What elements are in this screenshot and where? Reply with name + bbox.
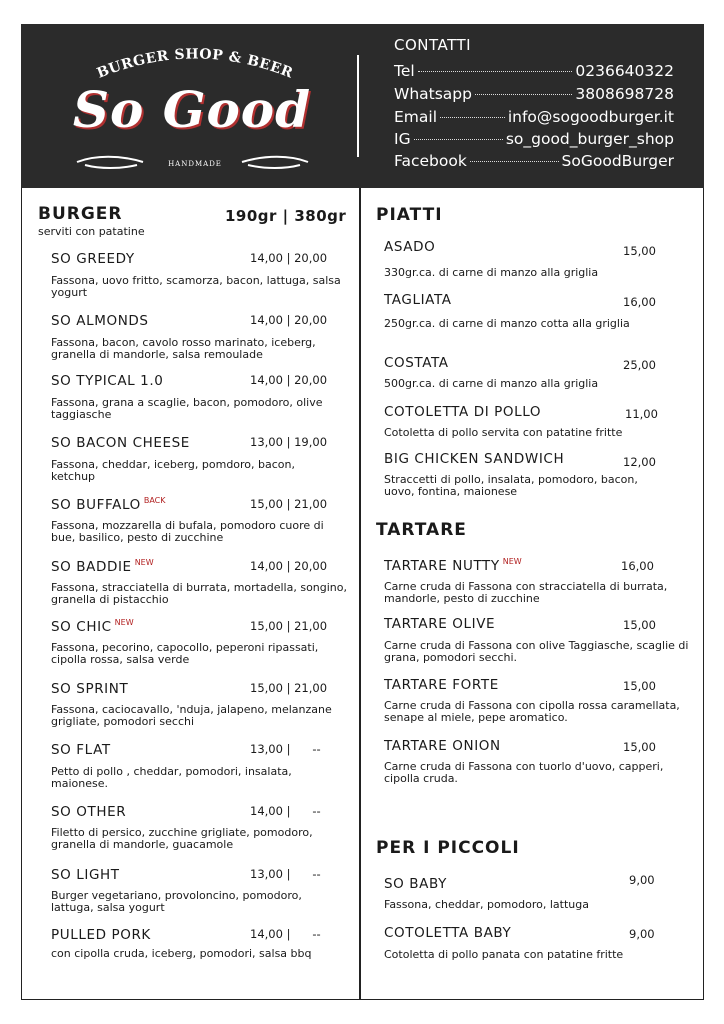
burger-item-name: PULLED PORK xyxy=(51,927,151,943)
burger-item-name: SO BACON CHEESE xyxy=(51,435,190,451)
piatti-item-name: COTOLETTA DI POLLO xyxy=(384,404,542,420)
tartare-item-price: 15,00 xyxy=(623,618,656,632)
burger-subtitle: serviti con patatine xyxy=(38,225,145,238)
contact-email: Email info@sogoodburger.it xyxy=(394,108,674,126)
piatti-item-desc: 500gr.ca. di carne di manzo alla griglia xyxy=(384,377,599,390)
burger-item-price: 14,00 | 20,00 xyxy=(250,313,328,327)
burger-item-name: SO ALMONDS xyxy=(51,313,149,329)
burger-item-price: 13,00 | -- xyxy=(250,867,321,881)
burger-item-price: 14,00 | 20,00 xyxy=(250,559,328,573)
burger-weights: 190gr | 380gr xyxy=(225,207,347,225)
burger-item-desc: Fassona, caciocavallo, 'nduja, jalapeno, melanzane grigliate, pomodori secchi xyxy=(51,703,332,728)
piccoli-item-name: SO BABY xyxy=(384,876,447,892)
burger-item-desc: con cipolla cruda, iceberg, pomodori, salsa bbq xyxy=(51,947,312,960)
tartare-item-price: 16,00 xyxy=(621,559,654,573)
burger-title: BURGER xyxy=(38,204,123,224)
piccoli-item-desc: Fassona, cheddar, pomodoro, lattuga xyxy=(384,898,589,911)
burger-item-desc: Fassona, stracciatella di burrata, mortadella, songino, granella di pistacchio xyxy=(51,581,348,606)
contact-ig: IG so_good_burger_shop xyxy=(394,130,674,148)
burger-item-name: SO TYPICAL 1.0 xyxy=(51,373,164,389)
piatti-item-price: 11,00 xyxy=(625,407,658,421)
piatti-item-price: 16,00 xyxy=(623,295,656,309)
burger-item-price: 15,00 | 21,00 xyxy=(250,497,328,511)
burger-item-name: SO BADDIE $^{NEW}$ xyxy=(51,558,154,575)
piatti-title: PIATTI xyxy=(376,205,443,225)
piatti-item-name: BIG CHICKEN SANDWICH xyxy=(384,451,565,467)
burger-item-price: 15,00 | 21,00 xyxy=(250,619,328,633)
flourish-left-icon xyxy=(75,153,145,171)
svg-text:BURGER SHOP & BEER xyxy=(95,46,295,81)
burger-item-desc: Fassona, pecorino, capocollo, peperoni ripassati, cipolla rossa, salsa verde xyxy=(51,641,319,666)
piatti-item-price: 15,00 xyxy=(623,244,656,258)
burger-item-name: SO OTHER xyxy=(51,804,127,820)
tartare-item-desc: Carne cruda di Fassona con tuorlo d'uovo, capperi, cipolla cruda. xyxy=(384,760,664,785)
burger-item-price: 14,00 | -- xyxy=(250,927,321,941)
piccoli-item-price: 9,00 xyxy=(629,927,655,941)
tartare-item-name: TARTARE OLIVE xyxy=(384,616,496,632)
burger-item-price: 13,00 | 19,00 xyxy=(250,435,328,449)
tartare-item-name: TARTARE NUTTY $^{NEW}$ xyxy=(384,557,522,574)
burger-item-name: SO BUFFALO $^{BACK}$ xyxy=(51,496,166,513)
burger-item-desc: Fassona, cheddar, iceberg, pomdoro, bacon, ketchup xyxy=(51,458,296,483)
tartare-item-price: 15,00 xyxy=(623,740,656,754)
piatti-item-price: 12,00 xyxy=(623,455,656,469)
piccoli-item-price: 9,00 xyxy=(629,873,655,887)
burger-item-desc: Fassona, grana a scaglie, bacon, pomodoro, olive taggiasche xyxy=(51,396,323,421)
burger-item-name: SO SPRINT xyxy=(51,681,129,697)
burger-item-name: SO GREEDY xyxy=(51,251,135,267)
burger-item-price: 14,00 | 20,00 xyxy=(250,251,328,265)
piccoli-item-name: COTOLETTA BABY xyxy=(384,925,512,941)
piatti-item-desc: 330gr.ca. di carne di manzo alla griglia xyxy=(384,266,599,279)
burger-item-name: SO FLAT xyxy=(51,742,111,758)
tartare-item-desc: Carne cruda di Fassona con stracciatella di burrata, mandorle, pesto di zucchine xyxy=(384,580,668,605)
contact-whatsapp: Whatsapp 3808698728 xyxy=(394,85,674,103)
tartare-item-price: 15,00 xyxy=(623,679,656,693)
header-divider xyxy=(357,55,359,157)
burger-item-desc: Fassona, mozzarella di bufala, pomodoro cuore di bue, basilico, pesto di zucchine xyxy=(51,519,324,544)
logo-handmade: HANDMADE xyxy=(168,160,222,168)
piatti-item-desc: Cotoletta di pollo servita con patatine fritte xyxy=(384,426,623,439)
flourish-right-icon xyxy=(240,153,310,171)
contacts-title: CONTATTI xyxy=(394,36,472,54)
piatti-item-name: ASADO xyxy=(384,239,436,255)
burger-item-price: 13,00 | -- xyxy=(250,742,321,756)
burger-item-desc: Fassona, uovo fritto, scamorza, bacon, lattuga, salsa yogurt xyxy=(51,274,341,299)
tartare-item-name: TARTARE ONION xyxy=(384,738,501,754)
burger-item-desc: Petto di pollo , cheddar, pomodori, insalata, maionese. xyxy=(51,765,292,790)
piccoli-item-desc: Cotoletta di pollo panata con patatine fritte xyxy=(384,948,624,961)
logo-title: So Good xyxy=(72,80,312,139)
burger-item-desc: Burger vegetariano, provoloncino, pomodoro, lattuga, salsa yogurt xyxy=(51,889,302,914)
piatti-item-price: 25,00 xyxy=(623,358,656,372)
piatti-item-name: TAGLIATA xyxy=(384,292,452,308)
tartare-title: TARTARE xyxy=(376,520,467,540)
piatti-item-name: COSTATA xyxy=(384,355,449,371)
burger-item-desc: Filetto di persico, zucchine grigliate, pomodoro, granella di mandorle, guacamole xyxy=(51,826,313,851)
column-divider xyxy=(359,188,361,1000)
logo-arc-text: BURGER SHOP & BEER xyxy=(94,46,296,82)
tartare-item-desc: Carne cruda di Fassona con cipolla rossa caramellata, senape al miele, pepe aromatico. xyxy=(384,699,680,724)
burger-item-desc: Fassona, bacon, cavolo rosso marinato, iceberg, granella di mandorle, salsa remoulade xyxy=(51,336,316,361)
piatti-item-desc: Straccetti di pollo, insalata, pomodoro, bacon, uovo, fontina, maionese xyxy=(384,473,638,498)
contact-tel: Tel 0236640322 xyxy=(394,62,674,80)
burger-item-price: 14,00 | 20,00 xyxy=(250,373,328,387)
tartare-item-desc: Carne cruda di Fassona con olive Taggiasche, scaglie di grana, pomodori secchi. xyxy=(384,639,689,664)
tartare-item-name: TARTARE FORTE xyxy=(384,677,499,693)
piccoli-title: PER I PICCOLI xyxy=(376,838,520,858)
burger-item-price: 15,00 | 21,00 xyxy=(250,681,328,695)
piatti-item-desc: 250gr.ca. di carne di manzo cotta alla griglia xyxy=(384,317,630,330)
contact-facebook: Facebook SoGoodBurger xyxy=(394,152,674,170)
burger-item-price: 14,00 | -- xyxy=(250,804,321,818)
burger-item-name: SO LIGHT xyxy=(51,867,120,883)
burger-item-name: SO CHIC $^{NEW}$ xyxy=(51,618,134,635)
